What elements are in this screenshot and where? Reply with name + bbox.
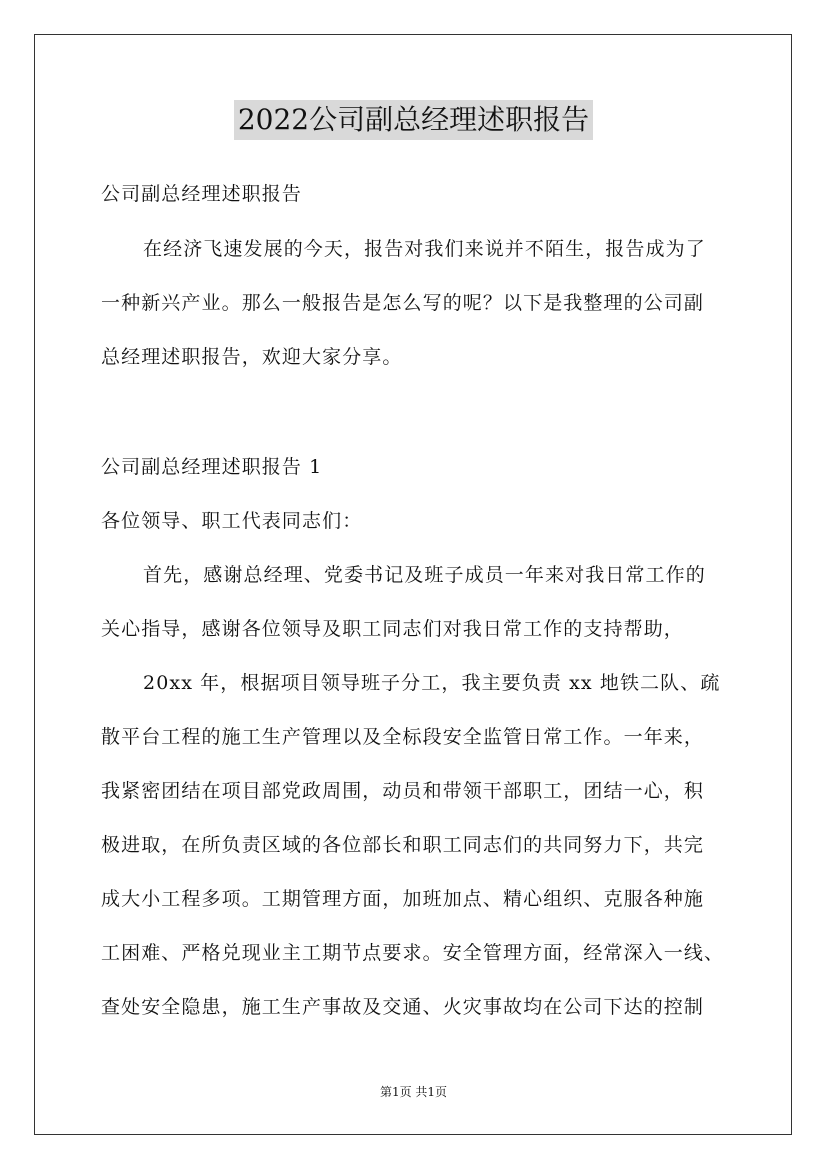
title-container [0, 100, 827, 140]
body-line: 成大小工程多项。工期管理方面，加班加点、精心组织、克服各种施 [101, 888, 705, 910]
salutation: 各位领导、职工代表同志们： [101, 510, 363, 532]
body-line: 20xx 年，根据项目领导班子分工，我主要负责 xx 地铁二队、疏 [143, 672, 721, 694]
body-line: 我紧密团结在项目部党政周围，动员和带领干部职工，团结一心，积 [101, 780, 705, 802]
section-heading: 公司副总经理述职报告 1 [101, 456, 323, 478]
document-title: 2022公司副总经理述职报告 [234, 100, 593, 140]
document-subtitle: 公司副总经理述职报告 [101, 183, 303, 205]
body-line: 工困难、严格兑现业主工期节点要求。安全管理方面，经常深入一线、 [101, 942, 725, 964]
body-line: 关心指导，感谢各位领导及职工同志们对我日常工作的支持帮助， [101, 618, 684, 640]
body-line: 散平台工程的施工生产管理以及全标段安全监管日常工作。一年来， [101, 726, 705, 748]
body-line: 极进取，在所负责区域的各位部长和职工同志们的共同努力下，共完 [101, 834, 705, 856]
body-line: 首先，感谢总经理、党委书记及班子成员一年来对我日常工作的 [143, 564, 706, 586]
intro-line: 总经理述职报告，欢迎大家分享。 [101, 346, 403, 368]
body-line: 查处安全隐患，施工生产事故及交通、火灾事故均在公司下达的控制 [101, 996, 705, 1018]
intro-line: 在经济飞速发展的今天，报告对我们来说并不陌生，报告成为了 [143, 238, 706, 260]
page-footer: 第1页 共1页 [379, 1085, 448, 1099]
intro-line: 一种新兴产业。那么一般报告是怎么写的呢？以下是我整理的公司副 [101, 292, 705, 314]
